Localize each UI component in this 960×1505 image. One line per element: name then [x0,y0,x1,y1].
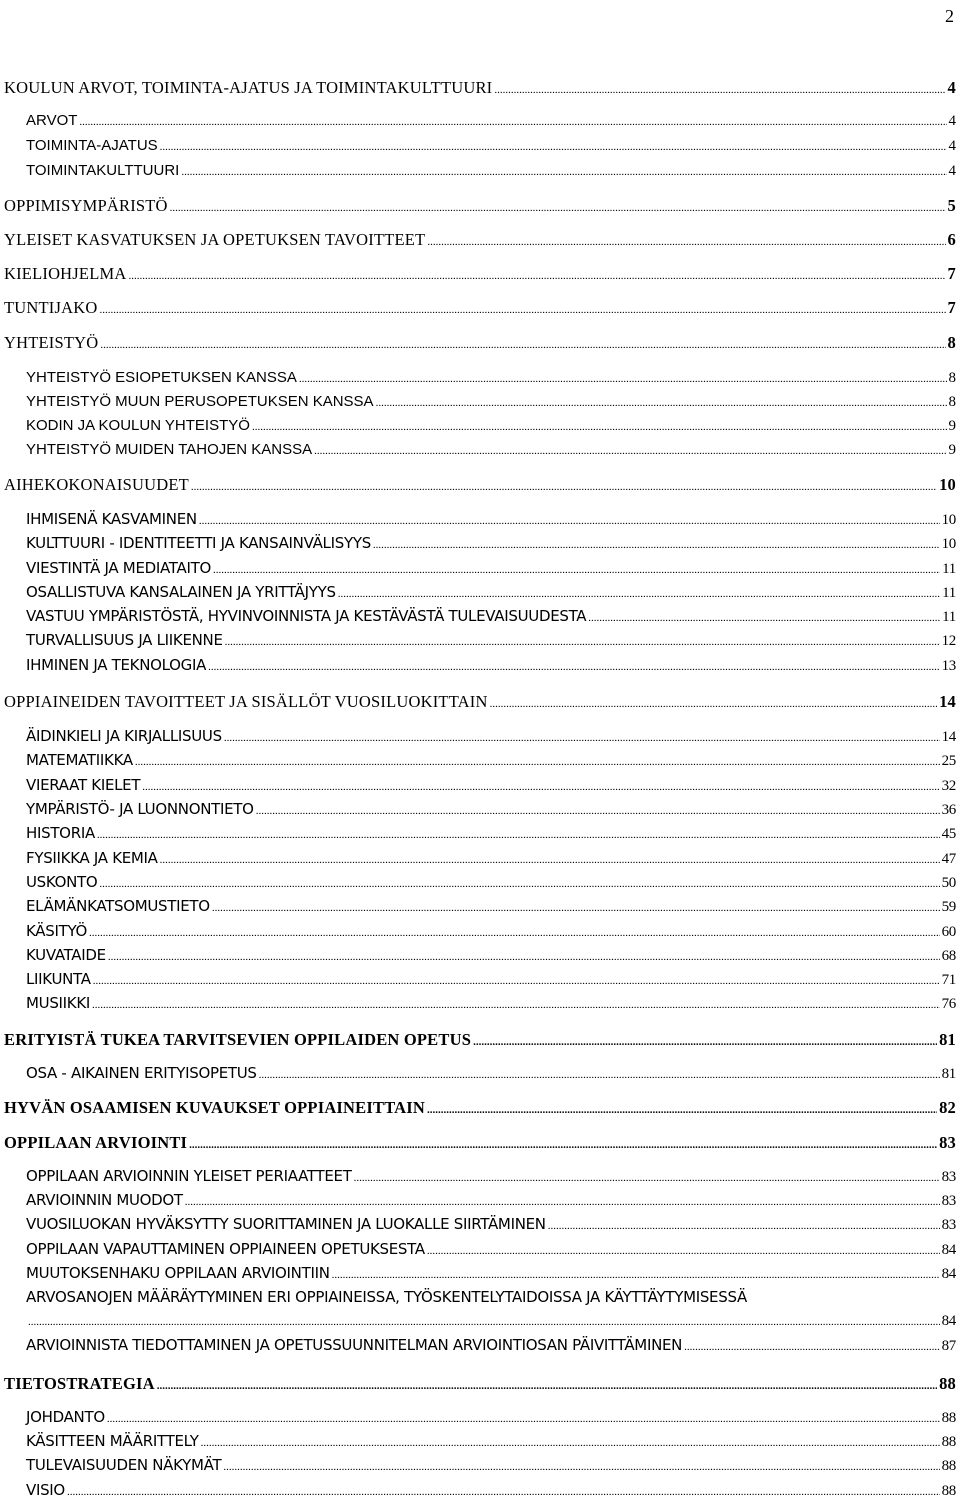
toc-entry-title: KOULUN ARVOT, TOIMINTA-AJATUS JA TOIMINTAKULTTUURI [4,78,493,97]
toc-entry-section[interactable] [26,802,956,818]
toc-leader-dots [157,1381,937,1392]
toc-entry-title: KULTTUURI - IDENTITEETTI JA KANSAINVÄLISYYS [26,534,371,552]
toc-leader-dots [256,806,940,817]
toc-entry-page-number: 83 [939,1133,956,1152]
toc-entry-page-number: 71 [941,972,956,988]
toc-entry-page-number: 5 [947,196,956,215]
toc-entry-page-number: 68 [941,948,956,964]
toc-entry-chapter[interactable] [4,300,956,317]
toc-entry-chapter[interactable] [4,266,956,283]
toc-entry-chapter[interactable] [4,477,956,494]
toc-leader-dots [212,903,940,914]
toc-entry-section[interactable] [26,113,956,129]
toc-entry-section[interactable] [26,1434,956,1450]
toc-entry-chapter[interactable] [4,198,956,215]
toc-leader-dots [181,167,946,178]
toc-entry-page-number: 11 [942,585,956,601]
toc-leader-dots [100,340,945,351]
toc-entry-page-number: 7 [947,298,956,317]
toc-entry-title: MUSIIKKI [26,994,90,1012]
toc-entry-section[interactable] [26,972,956,988]
toc-entry-title: FYSIIKKA JA KEMIA [26,849,158,867]
toc-entry-section[interactable] [26,536,956,552]
toc-entry-page-number: 36 [941,802,956,818]
toc-entry-title: YHTEISTYÖ MUUN PERUSOPETUKSEN KANSSA [26,393,374,410]
toc-entry-page-number: 4 [948,113,956,129]
toc-leader-dots [199,516,940,527]
toc-entry-page-number: 8 [947,333,956,352]
toc-entry-title: VIERAAT KIELET [26,776,141,794]
toc-entry-title: VASTUU YMPÄRISTÖSTÄ, HYVINVOINNISTA JA KESTÄVÄSTÄ TULEVAISUUDESTA [26,607,587,625]
toc-entry-title: ARVIOINNIN MUODOT [26,1191,183,1209]
toc-entry-section[interactable] [26,753,956,769]
toc-leader-dots [427,237,945,248]
toc-entry-page-number: 9 [948,418,956,434]
toc-entry-section[interactable] [26,138,956,154]
toc-leader-dots [170,203,946,214]
toc-entry-section[interactable] [26,370,956,386]
toc-entry-chapter[interactable] [4,694,956,711]
toc-entry-page-number: 84 [941,1266,956,1282]
toc-entry-title: JOHDANTO [26,1408,105,1426]
toc-entry-section[interactable] [26,1217,956,1233]
page-number: 2 [945,6,954,26]
toc-entry-page-number: 13 [941,658,956,674]
toc-entry-section[interactable] [26,1266,956,1282]
toc-entry-page-number: 81 [939,1030,956,1049]
toc-entry-chapter[interactable] [4,1376,956,1393]
toc-entry-section[interactable] [26,778,956,794]
toc-leader-dots [185,1197,940,1208]
toc-entry-title: ARVIOINNISTA TIEDOTTAMINEN JA OPETUSSUUNNITELMAN ARVIOINTIOSAN PÄIVITTÄMINEN [26,1336,683,1354]
toc-leader-dots [252,422,947,433]
toc-leader-dots [160,855,940,866]
toc-entry-page-number: 84 [941,1313,956,1329]
toc-entry-title: YHTEISTYÖ MUIDEN TAHOJEN KANSSA [26,441,313,458]
toc-entry-page-number: 88 [939,1374,956,1393]
toc-entry-chapter[interactable] [4,1100,956,1117]
toc-entry-section[interactable] [26,875,956,891]
toc-entry-title: HYVÄN OSAAMISEN KUVAUKSET OPPIAINEITTAIN [4,1098,426,1117]
toc-entry-section[interactable] [26,1410,956,1426]
toc-entry-continuation [26,1314,956,1329]
toc-entry-title: VUOSILUOKAN HYVÄKSYTTY SUORITTAMINEN JA LUOKALLE SIIRTÄMINEN [26,1215,546,1233]
toc-leader-dots [99,879,939,890]
toc-entry-title: ARVOT [26,112,78,129]
toc-entry-page-number: 9 [948,442,956,458]
toc-entry-page-number: 10 [939,475,956,494]
toc-entry-title: OSA - AIKAINEN ERITYISOPETUS [26,1064,257,1082]
toc-entry-page-number: 11 [942,561,956,577]
toc-entry-page-number: 81 [941,1066,956,1082]
toc-leader-dots [135,757,940,768]
toc-entry-page-number: 83 [941,1193,956,1209]
toc-entry-page-number: 6 [947,230,956,249]
toc-entry-title: YHTEISTYÖ ESIOPETUKSEN KANSSA [26,369,297,386]
toc-entry-section[interactable] [26,442,956,458]
toc-leader-dots [548,1221,940,1232]
toc-entry-title: MUUTOKSENHAKU OPPILAAN ARVIOINTIIN [26,1264,330,1282]
toc-entry-section[interactable] [26,1193,956,1209]
toc-leader-dots [494,85,945,96]
toc-entry-page-number: 7 [947,264,956,283]
toc-entry-title: VISIO [26,1481,65,1499]
toc-leader-dots [213,565,940,576]
toc-entry-page-number: 82 [939,1098,956,1117]
toc-leader-dots [93,976,940,987]
toc-entry-title: OSALLISTUVA KANSALAINEN JA YRITTÄJYYS [26,583,336,601]
toc-entry-title: IHMINEN JA TEKNOLOGIA [26,656,207,674]
toc-entry-page-number: 88 [941,1434,956,1450]
toc-leader-dots [427,1246,940,1257]
toc-leader-dots [92,1000,940,1011]
toc-entry-title: YMPÄRISTÖ- JA LUONNONTIETO [26,800,254,818]
toc-entry-chapter[interactable] [4,80,956,97]
toc-entry-title: KIELIOHJELMA [4,264,127,283]
toc-entry-title: ÄIDINKIELI JA KIRJALLISUUS [26,727,222,745]
toc-leader-dots [208,662,940,673]
toc-entry-chapter[interactable] [4,1135,956,1152]
toc-entry-title: MATEMATIIKKA [26,751,133,769]
toc-entry-title: TULEVAISUUDEN NÄKYMÄT [26,1456,222,1474]
toc-entry-page-number: 14 [941,729,956,745]
toc-leader-dots [373,540,940,551]
toc-leader-dots [473,1037,937,1048]
toc-entry-chapter[interactable] [4,1032,956,1049]
toc-leader-dots [97,830,940,841]
toc-entry-page-number: 10 [941,536,956,552]
toc-entry-title: TOIMINTA-AJATUS [26,137,158,154]
toc-entry-title: KODIN JA KOULUN YHTEISTYÖ [26,417,250,434]
toc-entry-section[interactable] [26,851,956,867]
toc-entry-section[interactable] [26,729,956,745]
toc-entry-title: ARVOSANOJEN MÄÄRÄYTYMINEN ERI OPPIAINEISSA, TYÖSKENTELYTAIDOISSA JA KÄYTTÄYTYMISESSÄ [26,1288,747,1306]
toc-entry-title: OPPILAAN ARVIOINNIN YLEISET PERIAATTEET [26,1167,352,1185]
toc-entry-section[interactable] [26,1290,956,1305]
toc-leader-dots [108,952,940,963]
toc-entry-section[interactable] [26,1066,956,1082]
toc-entry-title: TOIMINTAKULTTUURI [26,162,180,179]
toc-entry-section[interactable] [26,561,956,577]
toc-entry-title: KUVATAIDE [26,946,106,964]
toc-leader-dots [259,1070,940,1081]
toc-leader-dots [314,446,946,457]
toc-leader-dots [332,1270,940,1281]
toc-leader-dots [427,1105,937,1116]
toc-entry-page-number: 76 [941,996,956,1012]
toc-entry-page-number: 25 [941,753,956,769]
toc-leader-dots [201,1438,940,1449]
toc-entry-title: AIHEKOKONAISUUDET [4,475,189,494]
toc-entry-title: KÄSITYÖ [26,922,87,940]
toc-entry-page-number: 87 [941,1338,956,1354]
toc-entry-page-number: 11 [942,609,956,625]
toc-entry-page-number: 83 [941,1169,956,1185]
toc-entry-title: KÄSITTEEN MÄÄRITTELY [26,1432,199,1450]
toc-entry-section[interactable] [26,996,956,1012]
toc-entry-page-number: 59 [941,899,956,915]
toc-entry-chapter[interactable] [4,232,956,249]
toc-leader-dots [588,613,940,624]
toc-entry-page-number: 88 [941,1410,956,1426]
toc-leader-dots [79,117,946,128]
toc-entry-title: OPPILAAN ARVIOINTI [4,1133,188,1152]
toc-entry-page-number: 88 [941,1483,956,1499]
toc-entry-page-number: 88 [941,1458,956,1474]
toc-entry-title: YLEISET KASVATUKSEN JA OPETUKSEN TAVOITTEET [4,230,426,249]
toc-leader-dots [142,782,939,793]
toc-entry-page-number: 8 [948,394,956,410]
toc-entry-title: TURVALLISUUS JA LIIKENNE [26,631,223,649]
toc-leader-dots [89,928,940,939]
toc-entry-section[interactable] [26,609,956,625]
toc-entry-title: USKONTO [26,873,98,891]
toc-entry-title: LIIKUNTA [26,970,91,988]
toc-leader-dots [684,1342,940,1353]
toc-leader-dots [107,1414,940,1425]
toc-entry-title: OPPIAINEIDEN TAVOITTEET JA SISÄLLÖT VUOSILUOKITTAIN [4,692,488,711]
toc-entry-title: YHTEISTYÖ [4,333,99,352]
toc-leader-dots [191,482,937,493]
toc-entry-title: ERITYISTÄ TUKEA TARVITSEVIEN OPPILAIDEN OPETUS [4,1030,472,1049]
toc-leader-dots [128,271,945,282]
toc-entry-section[interactable] [26,924,956,940]
toc-leader-dots [299,374,947,385]
toc-entry-page-number: 12 [941,633,956,649]
toc-leader-dots [67,1487,940,1498]
toc-leader-dots [99,305,945,316]
toc-entry-section[interactable] [26,899,956,915]
toc-leader-dots [338,589,940,600]
toc-entry-page-number: 10 [941,512,956,528]
toc-entry-section[interactable] [26,163,956,179]
toc-entry-page-number: 83 [941,1217,956,1233]
toc-entry-page-number: 60 [941,924,956,940]
toc-entry-section[interactable] [26,1483,956,1499]
toc-entry-section[interactable] [26,1169,956,1185]
toc-entry-page-number: 84 [941,1242,956,1258]
toc-entry-section[interactable] [26,1458,956,1474]
toc-entry-title: TIETOSTRATEGIA [4,1374,155,1393]
toc-leader-dots [189,1140,937,1151]
toc-entry-title: VIESTINTÄ JA MEDIATAITO [26,559,211,577]
toc-entry-page-number: 4 [947,78,956,97]
toc-entry-page-number: 14 [939,692,956,711]
toc-leader-dots [28,1317,940,1328]
toc-leader-dots [354,1173,940,1184]
toc-entry-page-number: 47 [941,851,956,867]
toc-entry-page-number: 50 [941,875,956,891]
toc-entry-section[interactable] [26,394,956,410]
toc-entry-section[interactable] [26,633,956,649]
toc-entry-title: ELÄMÄNKATSOMUSTIETO [26,897,210,915]
toc-entry-page-number: 32 [941,778,956,794]
toc-entry-page-number: 4 [948,138,956,154]
toc-entry-section[interactable] [26,948,956,964]
toc-entry-section[interactable] [26,512,956,528]
toc-entry-section[interactable] [26,418,956,434]
toc-entry-page-number: 8 [948,370,956,386]
toc-entry-section[interactable] [26,1338,956,1354]
toc-entry-chapter[interactable] [4,335,956,352]
toc-entry-section[interactable] [26,585,956,601]
toc-leader-dots [225,637,940,648]
toc-entry-section[interactable] [26,1242,956,1258]
toc-leader-dots [224,733,940,744]
toc-entry-title: HISTORIA [26,824,95,842]
toc-entry-title: OPPIMISYMPÄRISTÖ [4,196,168,215]
toc-leader-dots [490,699,938,710]
toc-entry-title: IHMISENÄ KASVAMINEN [26,510,197,528]
toc-entry-title: OPPILAAN VAPAUTTAMINEN OPPIAINEEN OPETUKSESTA [26,1240,425,1258]
toc-entry-title: TUNTIJAKO [4,298,98,317]
toc-leader-dots [376,398,947,409]
toc-entry-page-number: 4 [948,163,956,179]
toc-entry-section[interactable] [26,658,956,674]
toc-entry-section[interactable] [26,826,956,842]
toc-leader-dots [160,142,947,153]
toc-leader-dots [223,1462,939,1473]
toc-entry-page-number: 45 [941,826,956,842]
